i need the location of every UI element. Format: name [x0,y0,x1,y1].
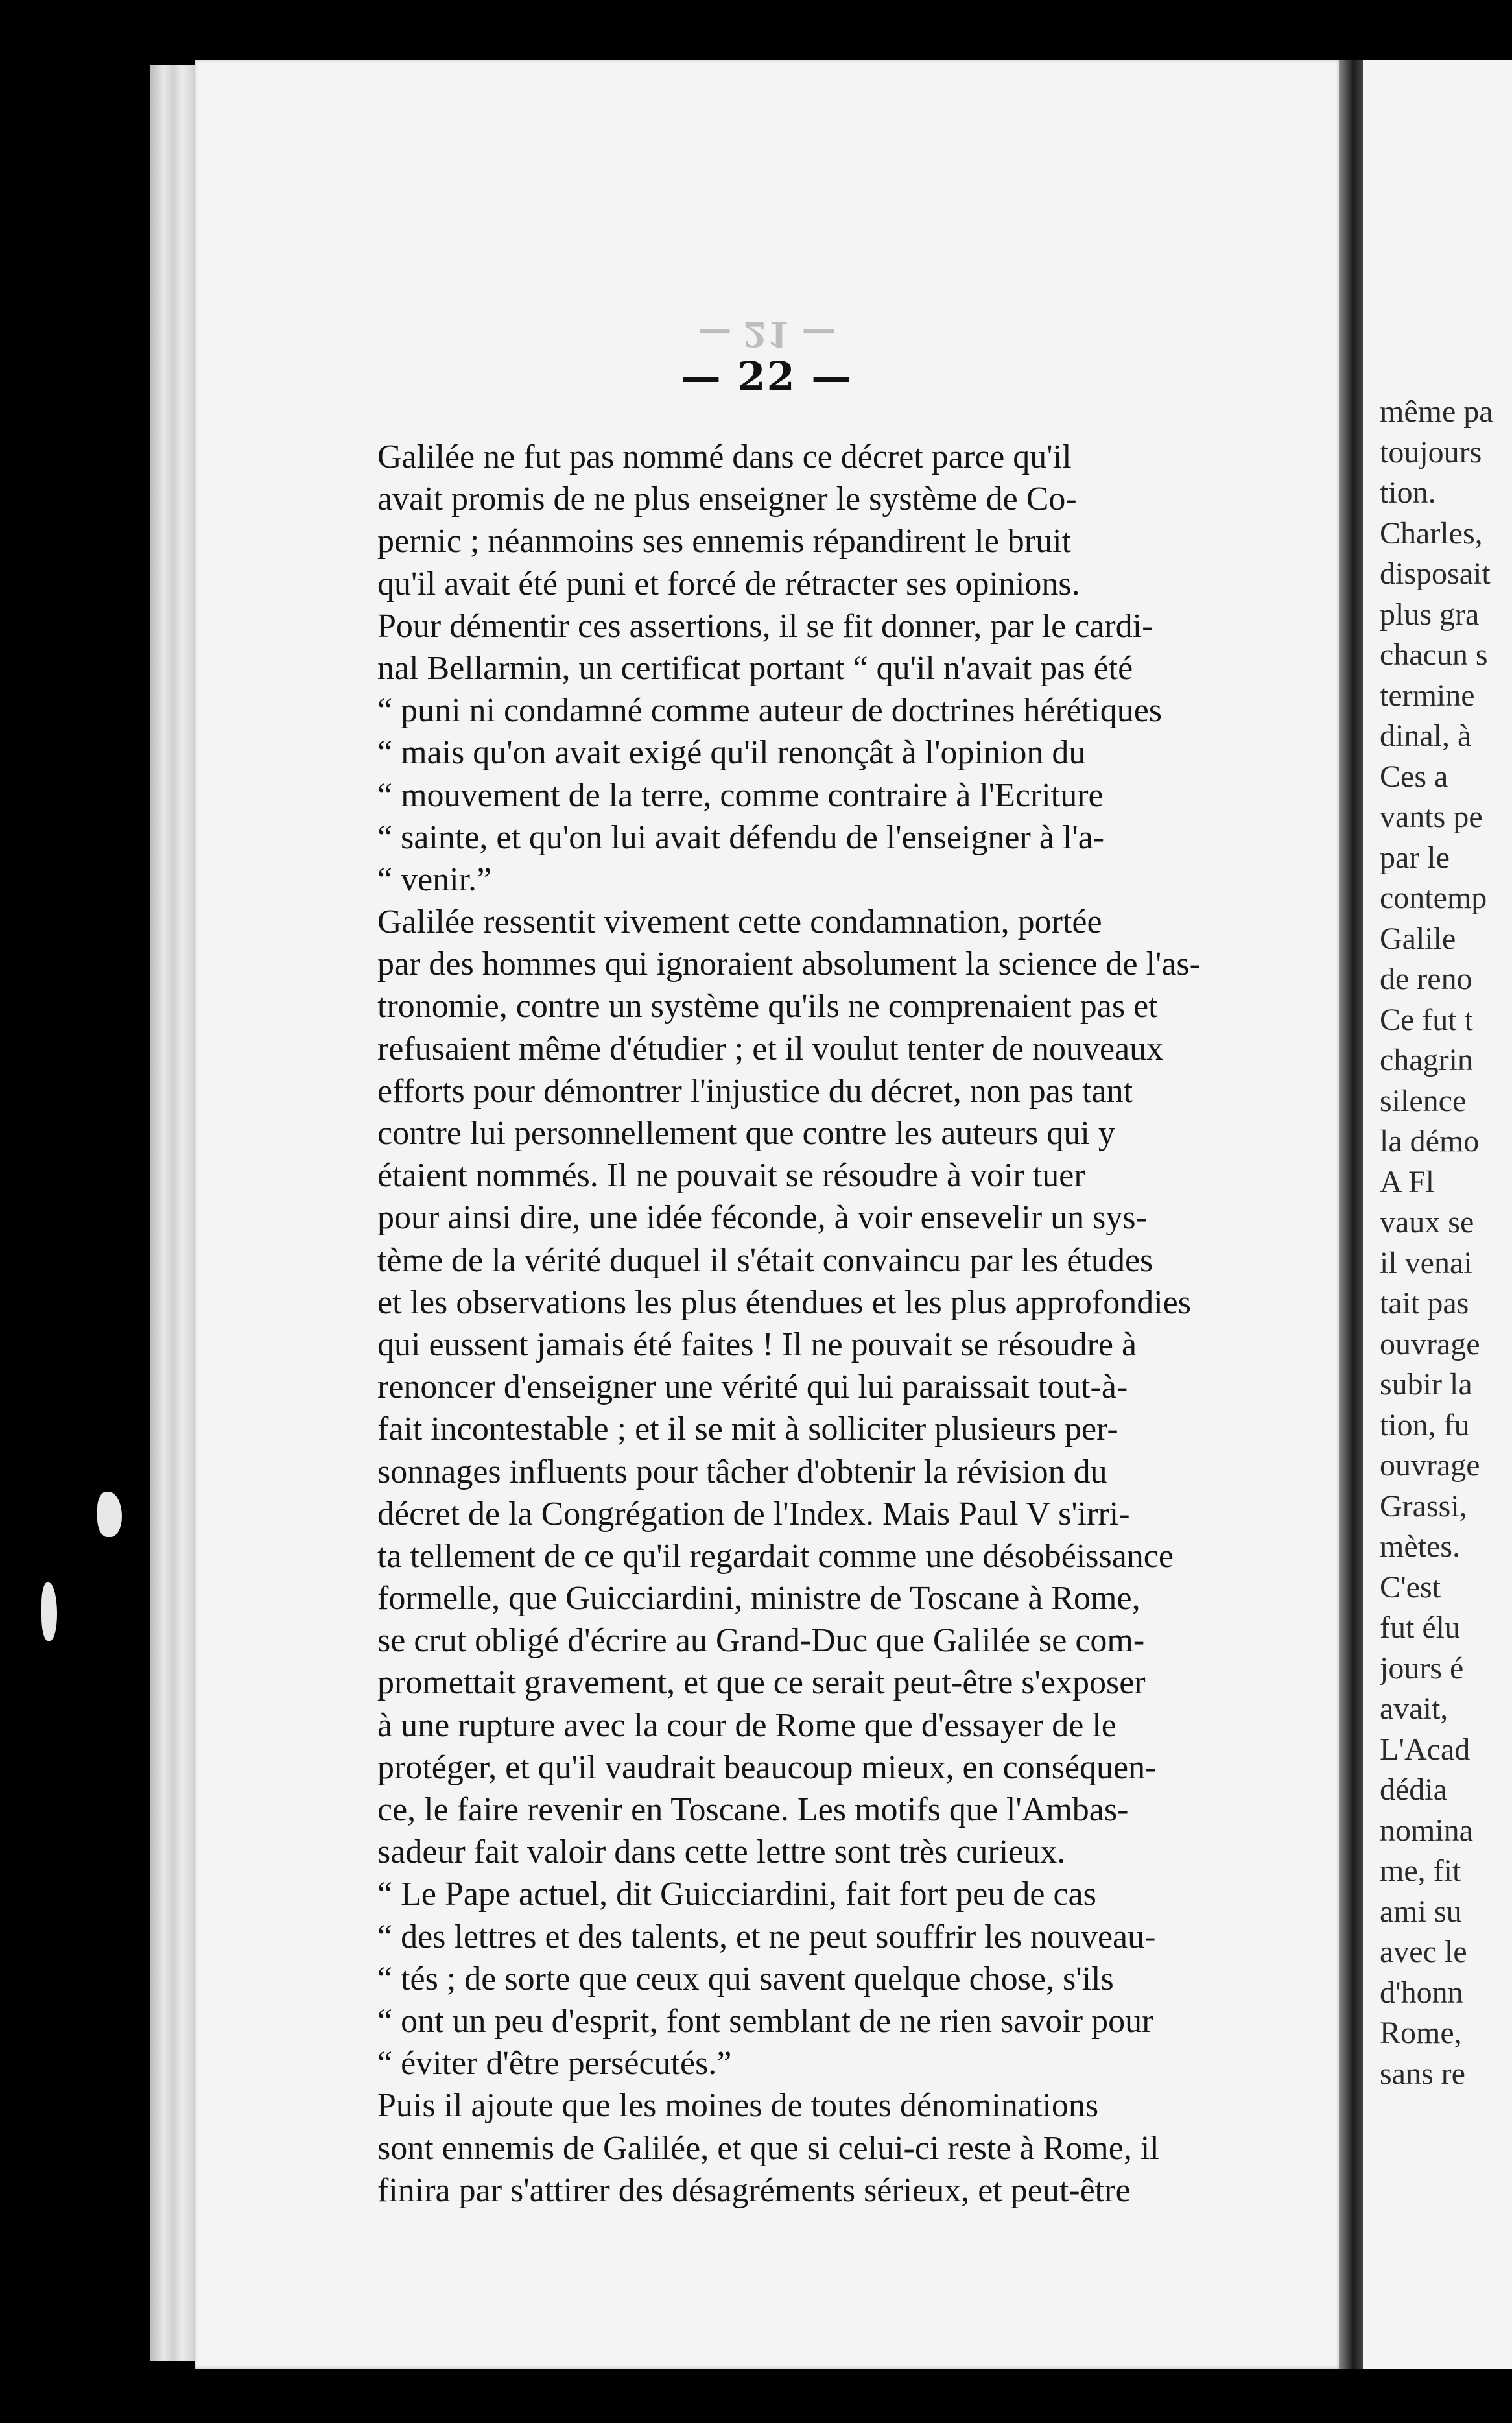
page-stack-edge [150,65,196,2361]
text-line: qui eussent jamais été faites ! Il ne pouvait se résoudre à [377,1326,1137,1363]
right-page-line: jours é [1380,1651,1464,1686]
text-line: pernic ; néanmoins ses ennemis répandirent le bruit [377,523,1072,560]
right-page-line: même pa [1380,394,1493,429]
right-page-line: L'Acad [1380,1732,1471,1767]
right-page-line: vants pe [1380,800,1483,834]
right-page-line: ouvrage [1380,1448,1480,1483]
text-line: et les observations les plus étendues et les plus approfondies [377,1283,1191,1321]
text-line: Pour démentir ces assertions, il se fit donner, par le cardi- [377,607,1153,645]
right-page-line: Ces a [1380,759,1448,794]
right-page-line: C'est [1380,1570,1441,1605]
margin-speck [97,1492,122,1537]
text-line: promettait gravement, et que ce serait peut-être s'exposer [377,1664,1146,1702]
text-line: “ venir.” [377,861,492,898]
right-page-line: de reno [1380,962,1472,996]
text-line: efforts pour démontrer l'injustice du décret, non pas tant [377,1072,1133,1110]
right-page-line: A Fl [1380,1164,1435,1199]
text-line: qu'il avait été puni et forcé de rétracter ses opinions. [377,565,1080,603]
right-page-line: vaux se [1380,1205,1474,1239]
text-line: tronomie, contre un système qu'ils ne comprenaient pas et [377,988,1158,1025]
text-line: “ tés ; de sorte que ceux qui savent quelque chose, s'ils [377,1960,1114,1998]
right-page-line: il venai [1380,1245,1472,1280]
text-line: pour ainsi dire, une idée féconde, à voir ensevelir un sys- [377,1199,1147,1237]
right-page-line: tait pas [1380,1286,1469,1320]
text-line: protéger, et qu'il vaudrait beaucoup mieux, en conséquen- [377,1749,1157,1786]
right-page-line: par le [1380,840,1450,875]
right-page-line: d'honn [1380,1975,1463,2010]
text-line: “ éviter d'être persécutés.” [377,2045,732,2083]
text-line: “ mais qu'on avait exigé qu'il renonçât à l'opinion du [377,734,1086,772]
right-page-line: ouvrage [1380,1326,1480,1361]
text-line: sont ennemis de Galilée, et que si celui-ci reste à Rome, il [377,2129,1159,2167]
right-page [1363,60,1512,2369]
right-page-line: Grassi, [1380,1488,1467,1523]
text-line: se crut obligé d'écrire au Grand-Duc que Galilée se com- [377,1622,1145,1660]
text-line: refusaient même d'étudier ; et il voulut tenter de nouveaux [377,1030,1164,1068]
left-page [195,60,1339,2369]
right-page-text [1380,392,1512,2094]
right-page-line: dinal, à [1380,719,1472,753]
text-line: Galilée ressentit vivement cette condamnation, portée [377,903,1102,941]
right-page-line: disposait [1380,556,1491,591]
text-line: décret de la Congrégation de l'Index. Mais Paul V s'irri- [377,1495,1130,1533]
text-line: Galilée ne fut pas nommé dans ce décret parce qu'il [377,438,1072,475]
margin-speck [41,1582,57,1641]
text-line: avait promis de ne plus enseigner le système de Co- [377,481,1077,518]
page-number: — 22 — [680,353,853,400]
text-line: par des hommes qui ignoraient absolument la science de l'as- [377,946,1201,983]
right-page-line: dédia [1380,1772,1447,1807]
right-page-line: Galile [1380,921,1456,956]
right-page-line: me, fit [1380,1854,1461,1888]
right-page-line: nomina [1380,1813,1473,1848]
right-page-line: Rome, [1380,2016,1462,2050]
right-page-line: mètes. [1380,1529,1460,1564]
text-line: sonnages influents pour tâcher d'obtenir la révision du [377,1453,1107,1490]
right-page-line: tion, fu [1380,1407,1470,1442]
body-text [377,436,1362,2212]
right-page-line: termine [1380,678,1475,713]
text-line: sadeur fait valoir dans cette lettre sont très curieux. [377,1833,1066,1871]
text-line: “ puni ni condamné comme auteur de doctrines hérétiques [377,692,1163,730]
text-line: “ sainte, et qu'on lui avait défendu de l'enseigner à l'a- [377,818,1105,856]
right-page-line: ami su [1380,1894,1462,1929]
right-page-line: chacun s [1380,638,1488,672]
right-page-line: chagrin [1380,1043,1473,1077]
text-line: “ mouvement de la terre, comme contraire à l'Ecriture [377,776,1104,814]
right-page-line: avec le [1380,1935,1467,1969]
text-line: nal Bellarmin, un certificat portant “ qu'il n'avait pas été [377,649,1133,687]
right-page-line: Ce fut t [1380,1002,1473,1037]
text-line: contre lui personnellement que contre les auteurs qui y [377,1115,1115,1152]
book-gutter [1339,60,1363,2369]
text-line: étaient nommés. Il ne pouvait se résoudre à voir tuer [377,1157,1085,1195]
right-page-line: silence [1380,1083,1467,1118]
ghost-page-number: — 21 — [698,314,836,353]
text-line: ta tellement de ce qu'il regardait comme une désobéissance [377,1537,1174,1575]
right-page-line: toujours [1380,435,1482,470]
right-page-line: sans re [1380,2056,1465,2091]
text-line: renoncer d'enseigner une vérité qui lui paraissait tout-à- [377,1368,1128,1406]
right-page-line: avait, [1380,1691,1448,1726]
text-line: finira par s'attirer des désagréments sérieux, et peut-être [377,2171,1131,2209]
right-page-line: fut élu [1380,1610,1460,1645]
text-line: ce, le faire revenir en Toscane. Les motifs que l'Ambas- [377,1791,1129,1828]
right-page-line: tion. [1380,475,1436,510]
text-line: fait incontestable ; et il se mit à solliciter plusieurs per- [377,1411,1118,1448]
right-page-line: contemp [1380,881,1487,915]
text-line: “ Le Pape actuel, dit Guicciardini, fait fort peu de cas [377,1876,1096,1913]
text-line: formelle, que Guicciardini, ministre de Toscane à Rome, [377,1580,1140,1617]
text-line: Puis il ajoute que les moines de toutes dénominations [377,2087,1099,2125]
right-page-line: subir la [1380,1367,1472,1402]
right-page-line: la démo [1380,1124,1480,1158]
right-page-line: plus gra [1380,597,1480,632]
text-line: à une rupture avec la cour de Rome que d'essayer de le [377,1706,1116,1744]
right-page-line: Charles, [1380,516,1483,551]
text-line: “ ont un peu d'esprit, font semblant de ne rien savoir pour [377,2002,1153,2040]
text-line: “ des lettres et des talents, et ne peut souffrir les nouveau- [377,1918,1156,1955]
text-line: tème de la vérité duquel il s'était convaincu par les études [377,1241,1153,1279]
